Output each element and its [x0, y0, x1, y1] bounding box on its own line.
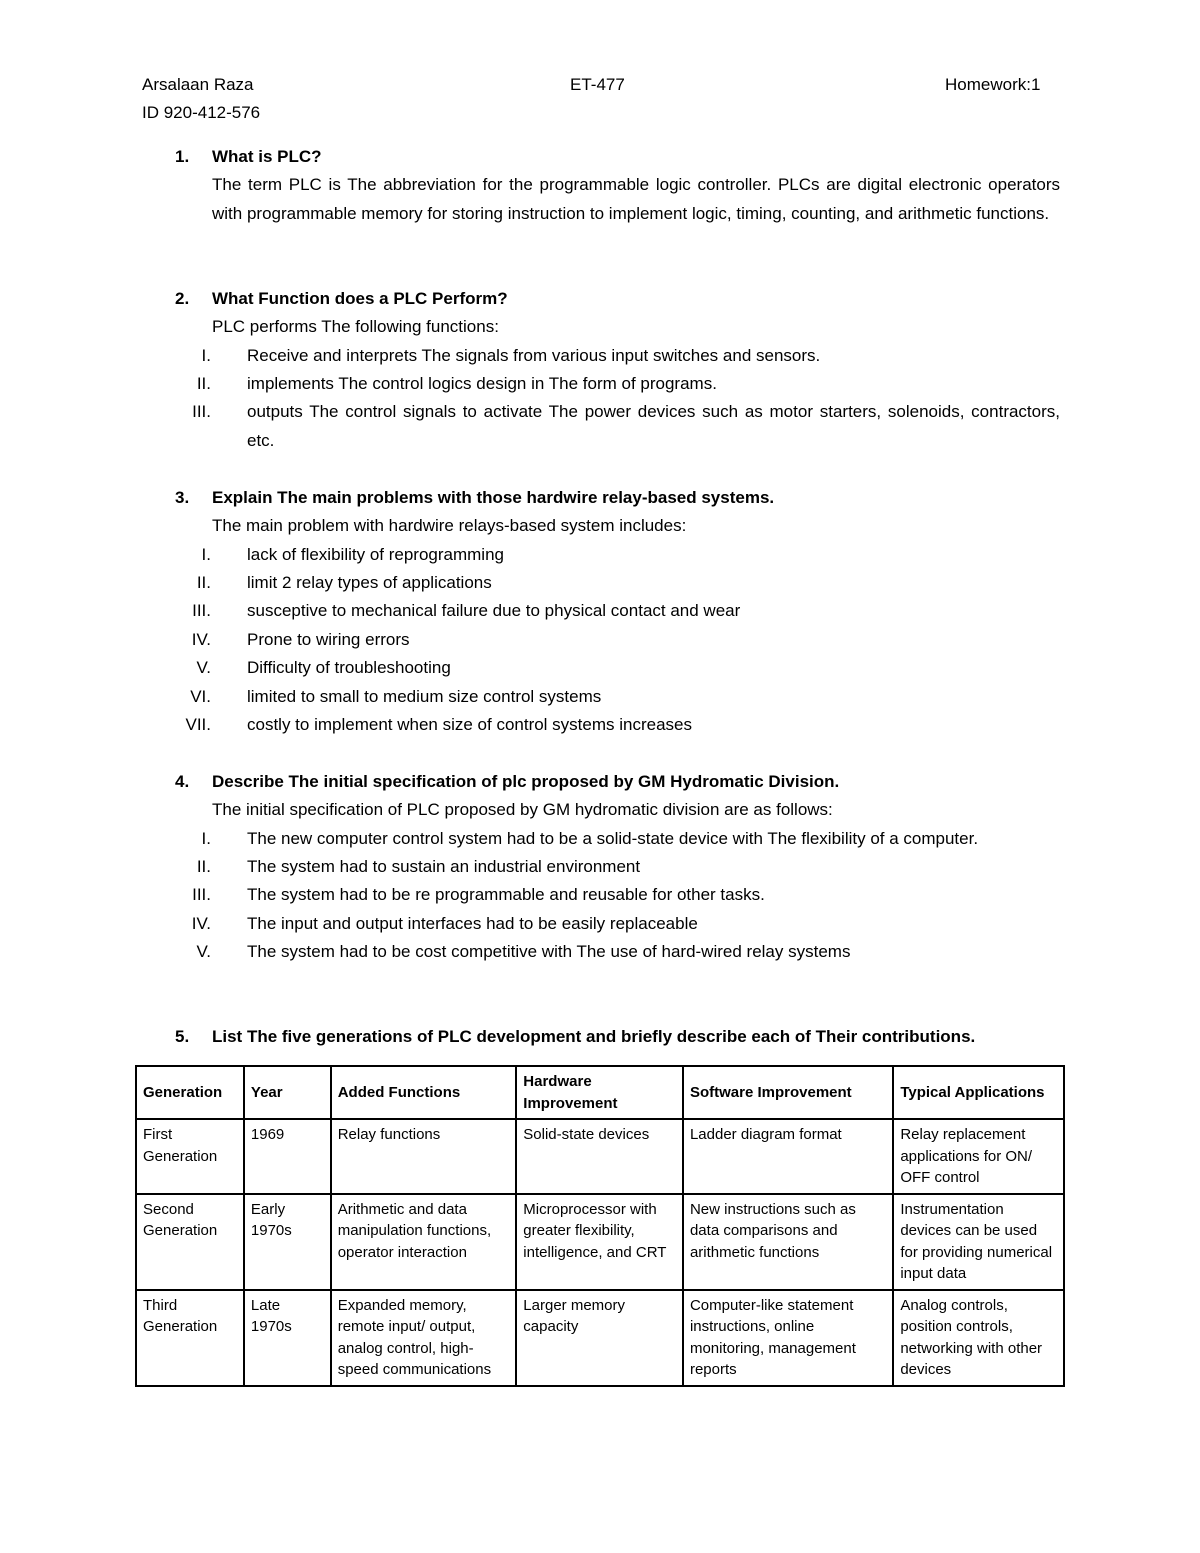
list-item-text: Prone to wiring errors [247, 629, 410, 649]
list-numeral: II. [196, 373, 211, 393]
question-3 [175, 484, 1060, 739]
table-cell: Second Generation [136, 1194, 244, 1290]
list-item-text: limited to small to medium size control systems [247, 686, 602, 706]
list-numeral: III. [192, 885, 211, 905]
table-cell: Relay replacement applications for ON/ OFF control [893, 1119, 1064, 1194]
list-numeral: III. [192, 601, 211, 621]
column-header: Typical Applications [893, 1066, 1064, 1119]
list-item-text: implements The control logics design in The form of programs. [247, 373, 717, 393]
list-item-text: limit 2 relay types of applications [247, 572, 492, 592]
table-row [136, 1290, 1064, 1386]
table-cell: Solid-state devices [516, 1119, 683, 1194]
list-item [175, 654, 1060, 682]
list-item-text: The system had to be cost competitive with The use of hard-wired relay systems [247, 942, 851, 962]
answer-intro: The main problem with hardwire relays-based system includes: [212, 516, 687, 535]
list-item-text: Difficulty of troubleshooting [247, 658, 451, 678]
list-numeral: III. [192, 402, 211, 422]
question-1 [175, 143, 1060, 228]
list-item-text: The system had to sustain an industrial environment [247, 856, 641, 876]
answer-list [175, 541, 1060, 740]
list-item-text: outputs The control signals to activate The power devices such as motor starters, solenoids, contractors, etc. [247, 402, 1060, 450]
list-item [175, 938, 1060, 966]
list-item [175, 541, 1060, 569]
list-item [175, 569, 1060, 597]
question-heading [175, 1023, 1060, 1051]
list-item [175, 853, 1060, 881]
list-item [175, 711, 1060, 739]
list-item [175, 910, 1060, 938]
table-cell: Ladder diagram format [683, 1119, 893, 1194]
table-row [136, 1194, 1064, 1290]
answer-intro: The initial specification of PLC proposed by GM hydromatic division are as follows: [212, 800, 833, 819]
table-cell: Third Generation [136, 1290, 244, 1386]
table-cell: 1969 [244, 1119, 331, 1194]
question-title: Describe The initial specification of plc proposed by GM Hydromatic Division. [212, 772, 840, 791]
list-numeral: I. [201, 828, 211, 848]
question-title: Explain The main problems with those hardwire relay-based systems. [212, 488, 775, 507]
column-header: Added Functions [331, 1066, 517, 1119]
answer-text: The term PLC is The abbreviation for the programmable logic controller. PLCs are digital electronic operators with programmable memory for storing instruction to implement logic, timing, counting, and arithmetic functions. [212, 175, 1060, 223]
table-cell: Arithmetic and data manipulation functions, operator interaction [331, 1194, 517, 1290]
question-number: 4. [175, 772, 190, 791]
list-item-text: The system had to be re programmable and reusable for other tasks. [247, 885, 765, 905]
answer-list [175, 342, 1060, 456]
column-header: Generation [136, 1066, 244, 1119]
column-header: Software Improvement [683, 1066, 893, 1119]
course-code: ET-477 [570, 75, 625, 94]
question-heading [175, 285, 1060, 313]
table-cell: Microprocessor with greater flexibility, intelligence, and CRT [516, 1194, 683, 1290]
list-item [175, 683, 1060, 711]
question-number: 2. [175, 289, 190, 308]
question-title: List The five generations of PLC development and briefly describe each of Their contributions. [212, 1027, 976, 1046]
list-item [175, 342, 1060, 370]
list-item-text: Receive and interprets The signals from various input switches and sensors. [247, 345, 821, 365]
column-header: Year [244, 1066, 331, 1119]
table-cell: Computer-like statement instructions, online monitoring, management reports [683, 1290, 893, 1386]
question-title: What is PLC? [212, 147, 322, 166]
question-2 [175, 285, 1060, 455]
assignment-title: Homework:1 [945, 75, 1041, 94]
list-numeral: IV. [191, 629, 211, 649]
list-numeral: VII. [185, 714, 211, 734]
table-cell: Larger memory capacity [516, 1290, 683, 1386]
table-cell: Analog controls, position controls, networking with other devices [893, 1290, 1064, 1386]
list-numeral: II. [196, 856, 211, 876]
question-heading [175, 143, 1060, 171]
table-cell: Early 1970s [244, 1194, 331, 1290]
table-cell: Instrumentation devices can be used for providing numerical input data [893, 1194, 1064, 1290]
question-title: What Function does a PLC Perform? [212, 289, 508, 308]
list-item-text: susceptive to mechanical failure due to physical contact and wear [247, 601, 741, 621]
list-numeral: VI. [190, 686, 211, 706]
list-item-text: The input and output interfaces had to be easily replaceable [247, 913, 698, 933]
list-numeral: IV. [191, 913, 211, 933]
question-number: 5. [175, 1027, 190, 1046]
list-item-text: costly to implement when size of control systems increases [247, 714, 693, 734]
list-item [175, 597, 1060, 625]
column-header: Hardware Improvement [516, 1066, 683, 1119]
list-numeral: V. [196, 658, 211, 678]
table-cell: New instructions such as data comparisons and arithmetic functions [683, 1194, 893, 1290]
table-cell: Late 1970s [244, 1290, 331, 1386]
list-item [175, 881, 1060, 909]
question-4 [175, 768, 1060, 967]
table-cell: First Generation [136, 1119, 244, 1194]
question-number: 1. [175, 147, 190, 166]
question-number: 3. [175, 488, 190, 507]
answer-list [175, 825, 1060, 967]
list-numeral: II. [196, 572, 211, 592]
author-name: Arsalaan Raza [142, 75, 254, 94]
question-heading [175, 768, 1060, 796]
list-item [175, 370, 1060, 398]
list-item [175, 398, 1060, 455]
table-header-row [136, 1066, 1064, 1119]
list-item [175, 825, 1060, 853]
table-cell: Relay functions [331, 1119, 517, 1194]
list-item-text: lack of flexibility of reprogramming [247, 544, 504, 564]
list-numeral: V. [196, 942, 211, 962]
list-item [175, 626, 1060, 654]
answer-intro: PLC performs The following functions: [212, 317, 499, 336]
list-numeral: I. [201, 345, 211, 365]
table-row [136, 1119, 1064, 1194]
question-heading [175, 484, 1060, 512]
list-item-text: The new computer control system had to be a solid-state device with The flexibility of a computer. [247, 828, 979, 848]
student-id: ID 920-412-576 [142, 103, 261, 122]
question-5 [175, 1023, 1060, 1051]
list-numeral: I. [201, 544, 211, 564]
table-cell: Expanded memory, remote input/ output, analog control, high-speed communications [331, 1290, 517, 1386]
plc-generations-table [135, 1065, 1065, 1387]
